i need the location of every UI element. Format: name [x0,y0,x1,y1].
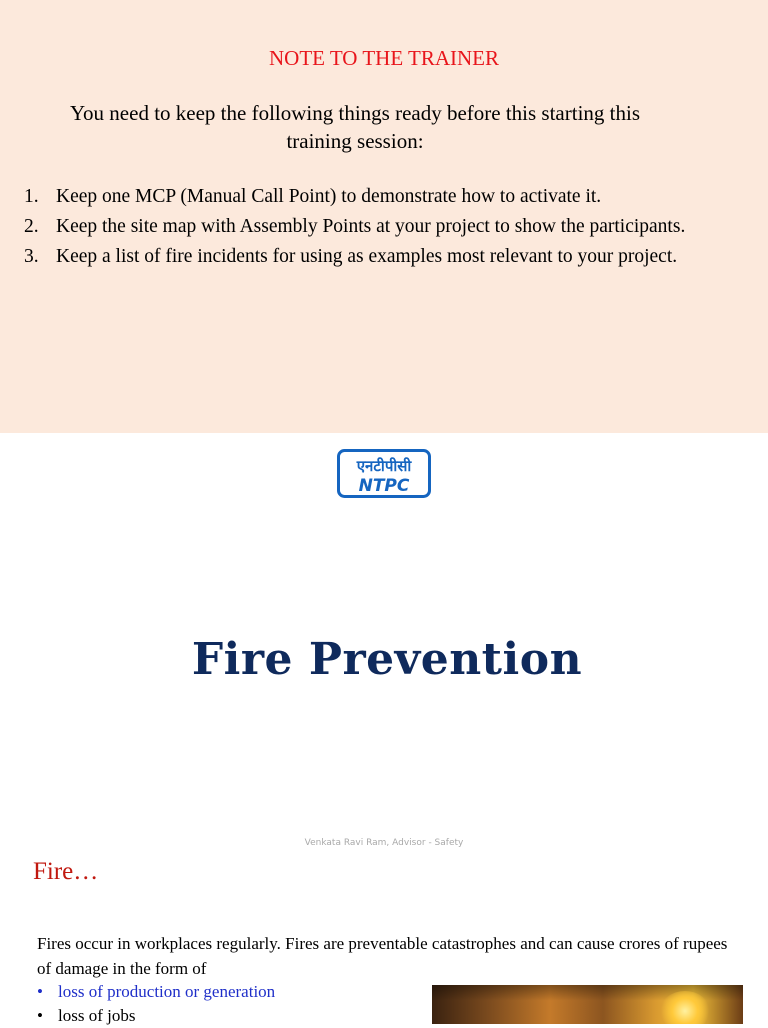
fire-paragraph: Fires occur in workplaces regularly. Fires are preventable catastrophes and can cause crores of rupees of damage in the form of [37,934,728,978]
bullet-text: loss of jobs [58,1006,136,1025]
logo-script: एनटीपीसी [356,457,412,475]
bullet-icon: • [37,1006,43,1025]
flame-icon [660,991,710,1024]
fire-heading: Fire… [33,858,99,885]
step-text: Keep the site map with Assembly Points at your project to show the participants. [56,216,686,237]
steps-list [0,182,768,272]
note-intro: You need to keep the following things ready before this starting this training session: [69,101,641,153]
step-text: Keep a list of fire incidents for using as examples most relevant to your project. [56,246,678,267]
ntpc-logo-icon [337,449,431,498]
list-item [37,1004,437,1028]
damage-list [37,980,437,1028]
step-text: Keep one MCP (Manual Call Point) to demonstrate how to activate it. [56,186,602,207]
note-heading: NOTE TO THE TRAINER [268,46,500,70]
bullet-text: loss of production or generation [58,982,276,1001]
step-number: 1. [24,186,39,207]
logo-text: NTPC [358,476,410,496]
list-item [0,212,768,242]
page-title: Fire Prevention [191,634,583,685]
author-credit: Venkata Ravi Ram, Advisor - Safety [304,838,464,848]
list-item [0,242,768,272]
ntpc-logo [337,449,431,498]
trainer-note-slide [0,0,768,433]
step-number: 3. [24,246,39,267]
list-item [37,980,437,1004]
bullet-icon: • [37,982,43,1001]
list-item [0,182,768,212]
fire-photo [432,985,743,1024]
step-number: 2. [24,216,39,237]
